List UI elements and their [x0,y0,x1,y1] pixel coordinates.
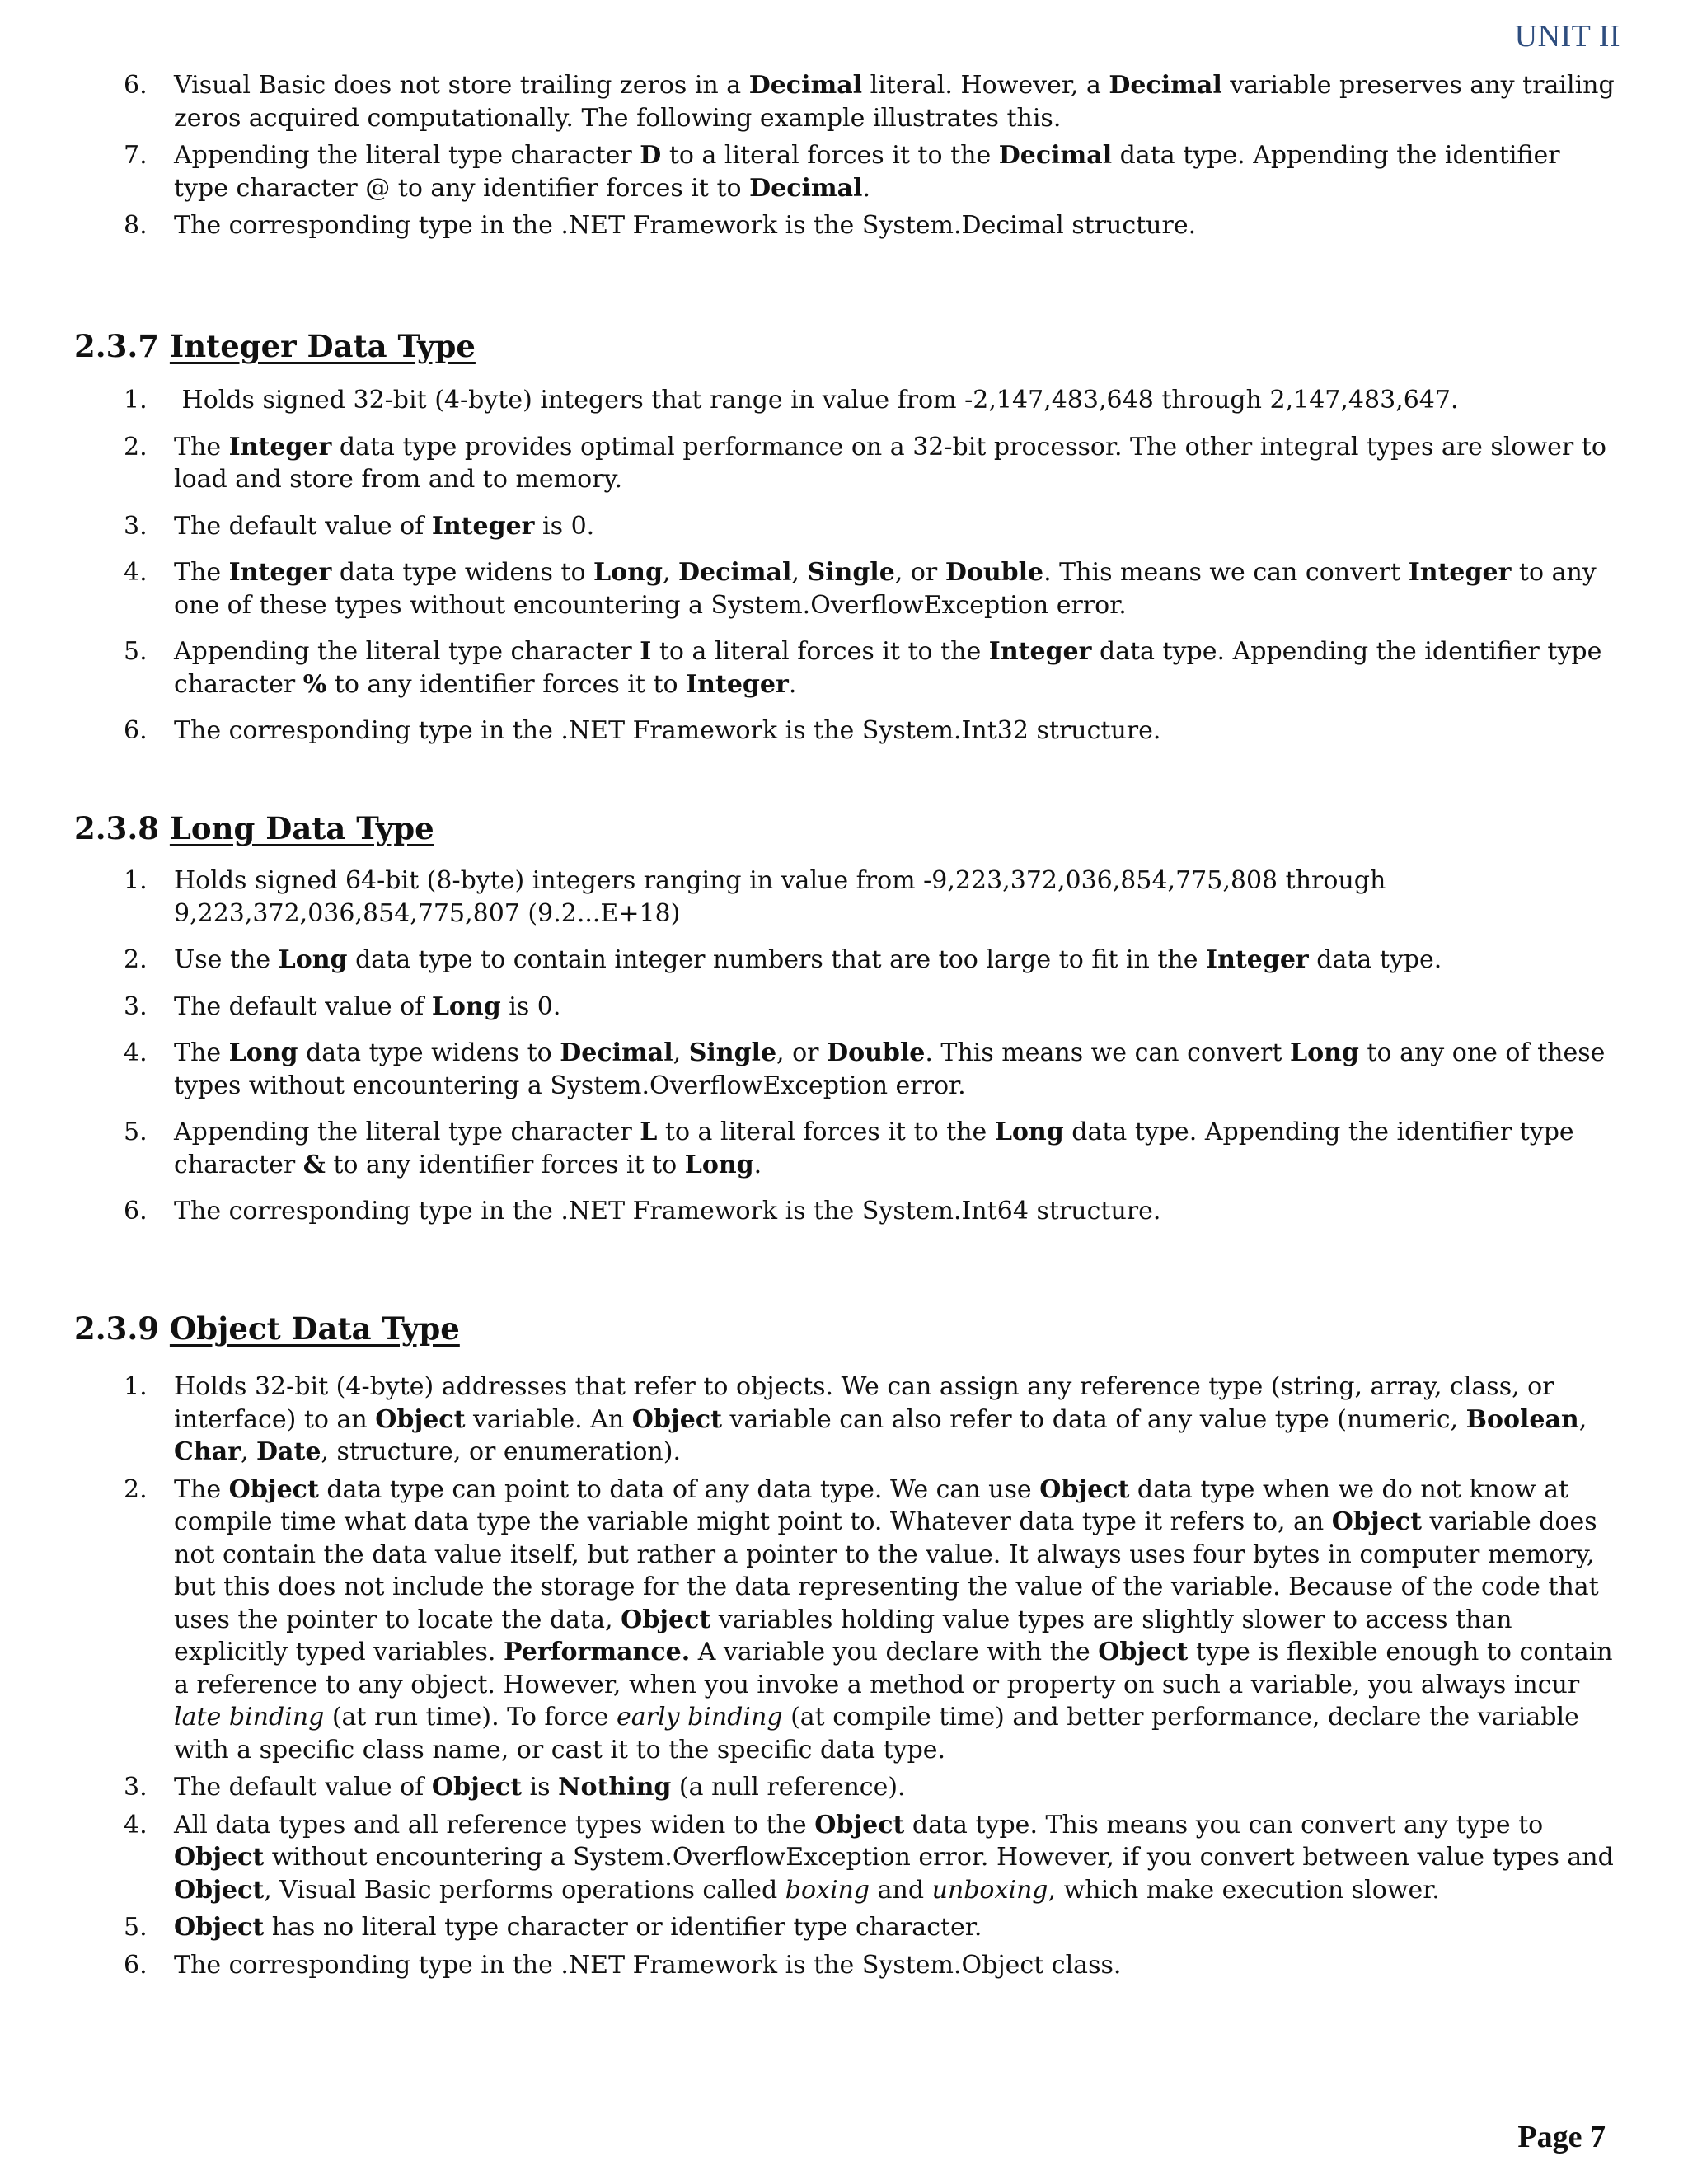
page-number: Page 7 [1517,2120,1606,2154]
list-item-text: Use the Long data type to contain integer numbers that are too large to fit in the Integer data type. [174,945,1442,974]
list-item-text: Holds signed 32-bit (4-byte) integers that range in value from -2,147,483,648 through 2,147,483,647. [174,386,1459,415]
list-item-number: 6. [124,1950,148,1980]
section-title: Long Data Type [169,810,434,846]
list-item-text: The Long data type widens to Decimal, Single, or Double. This means we can convert Long to any one of these types without encountering a System.OverflowException error. [174,1038,1606,1100]
list-item-number: 3. [124,511,148,541]
list-item-number: 4. [124,1038,148,1067]
list-item-number: 2. [124,945,148,974]
list-item-text: Appending the literal type character L to a literal forces it to the Long data type. Appending the identifier type character & to any identifier forces it to Long. [174,1118,1574,1179]
list-item [0,865,1688,930]
list-item [0,715,1688,748]
section-number: 2.3.9 [74,1310,159,1347]
list-item [0,556,1688,621]
list-item [0,139,1688,204]
list-item-number: 3. [124,1773,148,1802]
list-item-text: Object has no literal type character or identifier type character. [174,1913,982,1942]
list-item [0,1037,1688,1102]
list-item-text: The Integer data type widens to Long, Decimal, Single, or Double. This means we can convert Integer to any one of these types without encountering a System.OverflowException error. [174,558,1597,620]
integer-list [0,384,1688,762]
list-item-text: Appending the literal type character I to a literal forces it to the Integer data type. Appending the identifier type character % to any identifier forces it to Integer. [174,637,1602,699]
list-item-number: 5. [124,637,148,666]
list-item-number: 5. [124,1118,148,1146]
list-item [0,1474,1688,1767]
list-item-number: 4. [124,1810,148,1840]
list-item-text: The corresponding type in the .NET Framework is the System.Decimal structure. [174,211,1197,240]
list-item-text: All data types and all reference types widen to the Object data type. This means you can convert any type to Object without encountering a System.OverflowException error. However, if you convert between value types and Object, Visual Basic performs operations called boxing and unboxing, which make execution slower. [174,1810,1614,1905]
section-title: Object Data Type [169,1310,460,1347]
list-item [0,635,1688,701]
list-item-number: 3. [124,991,148,1021]
list-item-text: The default value of Integer is 0. [174,511,595,541]
list-item-text: The default value of Long is 0. [174,991,561,1021]
list-item-text: The corresponding type in the .NET Framework is the System.Int64 structure. [174,1197,1161,1226]
list-item-number: 5. [124,1913,148,1942]
list-item [0,1771,1688,1804]
list-item-number: 6. [124,71,148,100]
list-item-number: 6. [124,1197,148,1226]
list-item-text: Holds signed 64-bit (8-byte) integers ranging in value from -9,223,372,036,854,775,808 through 9,223,372,036,854,775,807 (9.2...E+18) [174,866,1386,928]
object-list [0,1371,1688,1986]
list-item [0,991,1688,1024]
list-item-number: 6. [124,716,148,745]
section-number: 2.3.8 [74,810,159,846]
list-item-number: 1. [124,866,148,895]
section-title: Integer Data Type [169,328,476,364]
list-item [0,1911,1688,1944]
list-item [0,1195,1688,1228]
list-item-text: Appending the literal type character D to a literal forces it to the Decimal data type. Appending the identifier type character @ to any identifier forces it to Decimal. [174,141,1560,203]
list-item [0,1949,1688,1982]
section-number: 2.3.7 [74,328,159,364]
list-item-text: The corresponding type in the .NET Framework is the System.Int32 structure. [174,716,1161,745]
unit-header: UNIT II [1514,19,1620,54]
intro-list [0,69,1688,247]
section-heading-integer [74,328,476,364]
list-item [0,1809,1688,1907]
list-item [0,69,1688,134]
list-item [0,510,1688,543]
list-item [0,1116,1688,1181]
list-item [0,384,1688,417]
list-item-number: 7. [124,141,148,170]
list-item [0,431,1688,496]
list-item-number: 2. [124,432,148,462]
list-item-text: The Integer data type provides optimal performance on a 32-bit processor. The other integral types are slower to load and store from and to memory. [174,432,1606,494]
list-item [0,1371,1688,1469]
list-item-number: 1. [124,1372,148,1401]
list-item-number: 1. [124,386,148,415]
long-list [0,865,1688,1242]
list-item-text: Holds 32-bit (4-byte) addresses that refer to objects. We can assign any reference type (string, array, class, or interface) to an Object variable. An Object variable can also refer to data of any value type (numeric, Boolean, Char, Date, structure, or enumeration). [174,1372,1587,1466]
list-item-text: The corresponding type in the .NET Framework is the System.Object class. [174,1950,1122,1980]
list-item [0,944,1688,977]
list-item-number: 4. [124,558,148,587]
list-item [0,209,1688,242]
list-item-text: Visual Basic does not store trailing zeros in a Decimal literal. However, a Decimal variable preserves any trailing zeros acquired computationally. The following example illustrates this. [174,71,1615,133]
section-heading-object [74,1310,460,1347]
list-item-text: The Object data type can point to data of any data type. We can use Object data type when we do not know at compile time what data type the variable might point to. Whatever data type it refers to, an Object variable does not contain the data value itself, but rather a pointer to the value. It always uses four bytes in computer memory, but this does not include the storage for the data representing the value of the variable. Because of the code that uses the pointer to locate the data, Object variables holding value types are slightly slower to access than explicitly typed variables. Performance. A variable you declare with the Object type is flexible enough to contain a reference to any object. However, when you invoke a method or property on such a variable, you always incur late binding (at run time). To force early binding (at compile time) and better performance, declare the variable with a specific class name, or cast it to the specific data type. [174,1474,1613,1765]
list-item-number: 8. [124,211,148,240]
list-item-text: The default value of Object is Nothing (a null reference). [174,1773,906,1802]
list-item-number: 2. [124,1474,148,1504]
section-heading-long [74,810,434,846]
